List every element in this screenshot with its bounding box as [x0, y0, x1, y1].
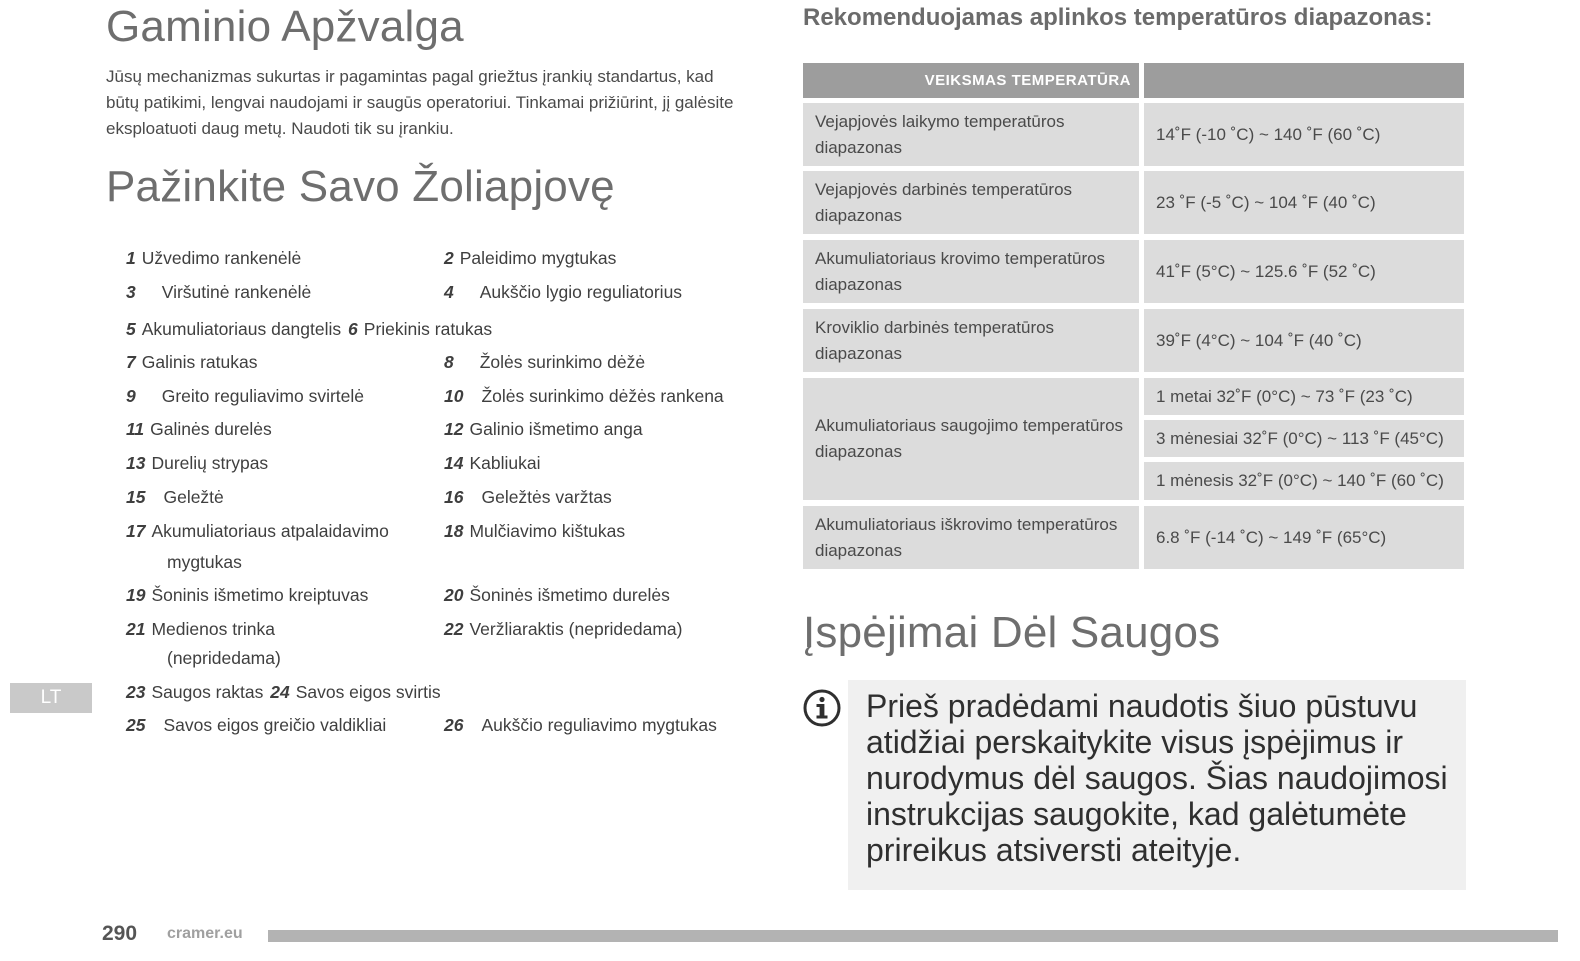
site-link[interactable]: cramer.eu	[167, 925, 243, 942]
list-item: 3 Viršutinė rankenėlė	[126, 282, 312, 302]
table-header-empty	[1144, 63, 1464, 98]
list-item: 18 Mulčiavimo kištukas	[444, 521, 626, 541]
page-title: Gaminio Apžvalga	[106, 2, 464, 51]
table-row-label: Akumuliatoriaus krovimo temperatūros diapazonas	[803, 240, 1139, 303]
table-row-label: Vejapjovės darbinės temperatūros diapazonas	[803, 171, 1139, 234]
page-number: 290	[102, 922, 138, 945]
table-row-value: 41˚F (5°C) ~ 125.6 ˚F (52 ˚C)	[1144, 240, 1464, 303]
list-item: 20 Šoninės išmetimo durelės	[444, 585, 670, 605]
list-item: 11 Galinės durelės	[126, 419, 272, 439]
list-item: 23 Saugos raktas 24 Savos eigos svirtis	[126, 682, 441, 702]
table-row-label: Kroviklio darbinės temperatūros diapazonas	[803, 309, 1139, 372]
list-item: 7 Galinis ratukas	[126, 352, 258, 372]
section-title: Pažinkite Savo Žoliapjovę	[106, 162, 615, 211]
table-row-value: 39˚F (4°C) ~ 104 ˚F (40 ˚C)	[1144, 309, 1464, 372]
list-item: 4 Aukščio lygio reguliatorius	[444, 282, 683, 302]
list-item: 9 Greito reguliavimo svirtelė	[126, 386, 365, 406]
list-item: 14 Kabliukai	[444, 453, 541, 473]
language-tab: LT	[10, 683, 92, 713]
list-item: 8 Žolės surinkimo dėžė	[444, 352, 646, 372]
list-item: 15 Geležtė	[126, 487, 224, 507]
info-icon	[802, 688, 842, 728]
list-item: 13 Durelių strypas	[126, 453, 269, 473]
table-row-value: 1 mėnesis 32˚F (0°C) ~ 140 ˚F (60 ˚C)	[1144, 462, 1464, 500]
list-item: (nepridedama)	[167, 648, 281, 668]
list-item: mygtukas	[167, 552, 242, 572]
warning-title: Įspėjimai Dėl Saugos	[803, 608, 1221, 657]
list-item: 1 Užvedimo rankenėlė	[126, 248, 302, 268]
list-item: 5 Akumuliatoriaus dangtelis 6 Priekinis ratukas	[126, 319, 493, 339]
table-row-value: 1 metai 32˚F (0°C) ~ 73 ˚F (23 ˚C)	[1144, 378, 1464, 415]
list-item: 16 Geležtės varžtas	[444, 487, 612, 507]
table-row-value: 6.8 ˚F (-14 ˚C) ~ 149 ˚F (65°C)	[1144, 506, 1464, 569]
list-item: 12 Galinio išmetimo anga	[444, 419, 643, 439]
list-item: 22 Veržliaraktis (nepridedama)	[444, 619, 683, 639]
warning-text: Prieš pradėdami naudotis šiuo pūstuvu atidžiai perskaitykite visus įspėjimus ir nurodymus dėl saugos. Šias naudojimosi instrukcijas saugokite, kad galėtumėte prireikus atsiversti ateityje.	[866, 688, 1448, 868]
list-item: 25 Savos eigos greičio valdikliai	[126, 715, 387, 735]
table-row-value: 3 mėnesiai 32˚F (0°C) ~ 113 ˚F (45°C)	[1144, 420, 1464, 457]
list-item: 10 Žolės surinkimo dėžės rankena	[444, 386, 724, 406]
list-item: 21 Medienos trinka	[126, 619, 276, 639]
table-row-label: Akumuliatoriaus saugojimo temperatūros diapazonas	[803, 378, 1139, 500]
table-header: VEIKSMAS TEMPERATŪRA	[803, 63, 1139, 98]
intro-paragraph: Jūsų mechanizmas sukurtas ir pagamintas pagal griežtus įrankių standartus, kad būtų patikimi, lengvai naudojami ir saugūs operatoriui. Tinkamai prižiūrint, jį galėsite eksploatuoti daug metų. Naudoti tik su įrankiu.	[106, 67, 734, 138]
table-title: Rekomenduojamas aplinkos temperatūros diapazonas:	[803, 4, 1433, 31]
list-item: 17 Akumuliatoriaus atpalaidavimo	[126, 521, 389, 541]
list-item: 26 Aukščio reguliavimo mygtukas	[444, 715, 717, 735]
table-row-label: Vejapjovės laikymo temperatūros diapazonas	[803, 103, 1139, 166]
footer-divider	[268, 930, 1558, 942]
list-item: 19 Šoninis išmetimo kreiptuvas	[126, 585, 369, 605]
list-item: 2 Paleidimo mygtukas	[444, 248, 617, 268]
table-row-label: Akumuliatoriaus iškrovimo temperatūros diapazonas	[803, 506, 1139, 569]
table-row-value: 23 ˚F (-5 ˚C) ~ 104 ˚F (40 ˚C)	[1144, 171, 1464, 234]
table-row-value: 14˚F (-10 ˚C) ~ 140 ˚F (60 ˚C)	[1144, 103, 1464, 166]
